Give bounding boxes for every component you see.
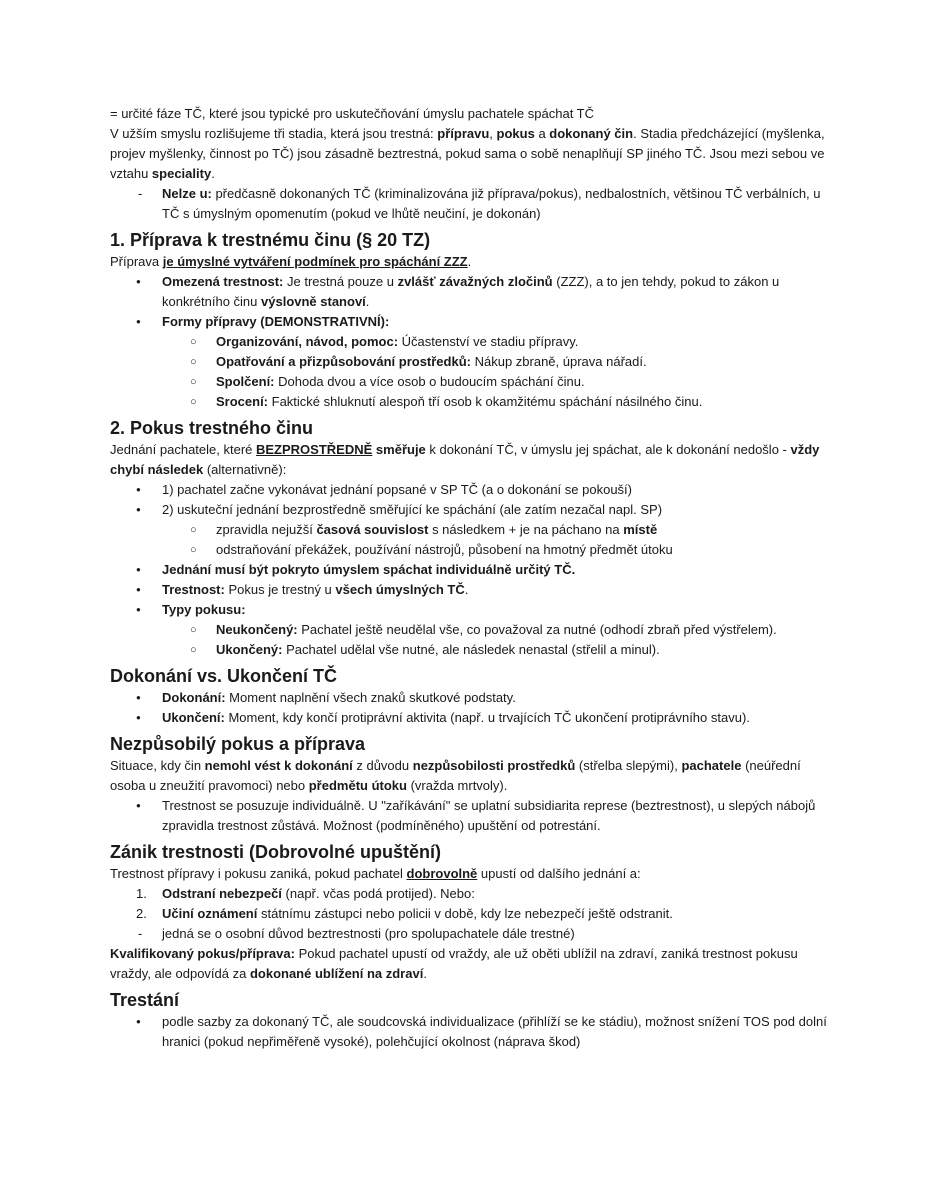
heading-pokus: 2. Pokus trestného činu xyxy=(110,418,314,438)
pokus-lead: Jednání pachatele, které BEZPROSTŘEDNĚ směřuje k dokonání TČ, v úmyslu jej spáchat, ale k dokonání nedošlo - vždy chybí následek (alternativně): xyxy=(110,442,820,477)
intro-line: = určité fáze TČ, které jsou typické pro uskutečňování úmyslu pachatele spáchat TČ xyxy=(110,106,595,121)
priprava-lead: Příprava je úmyslné vytváření podmínek pro spáchání ZZZ. xyxy=(110,254,472,269)
document-page xyxy=(110,104,830,1052)
list-item-odstrani: 1. Odstraní nebezpečí (např. včas podá protijed). Nebo: xyxy=(136,886,475,901)
list-item-neukonceny: ○ Neukončený: Pachatel ještě neudělal vše, co považoval za nutné (odhodí zbraň před výstřelem). xyxy=(110,620,830,640)
nezpusobily-paragraph: Situace, kdy čin nemohl vést k dokonání z důvodu nezpůsobilosti prostředků (střelba slepými), pachatele (neúřední osoba u zneužití pravomoci) nebo předmětu útoku (vražda mrtvoly). xyxy=(110,758,801,793)
list-item-formy: ● Formy přípravy (DEMONSTRATIVNÍ): xyxy=(110,312,830,332)
list-item-pokus-1: ● 1) pachatel začne vykonávat jednání popsané v SP TČ (a o dokonání se pokouší) xyxy=(110,480,830,500)
list-item-umysl: ● Jednání musí být pokryto úmyslem spáchat individuálně určitý TČ. xyxy=(110,560,830,580)
list-item-sazba: ● podle sazby za dokonaný TČ, ale soudcovská individualizace (přihlíží se ke stádiu), možnost snížení TOS pod dolní hranici (pokud nepřiměřeně vysoké), polehčující okolnost (náprava škod) xyxy=(110,1012,830,1052)
list-item-osobni-duvod: - jedná se o osobní důvod beztrestnosti (pro spolupachatele dále trestné) xyxy=(110,924,830,944)
list-item-casova-souvislost: ○ zpravidla nejužší časová souvislost s následkem + je na páchano na místě xyxy=(110,520,830,540)
heading-priprava: 1. Příprava k trestnému činu (§ 20 TZ) xyxy=(110,230,431,250)
heading-dokonani: Dokonání vs. Ukončení TČ xyxy=(110,666,338,686)
list-item-spolceni: ○ Spolčení: Dohoda dvou a více osob o budoucím spáchání činu. xyxy=(110,372,830,392)
zanik-lead: Trestnost přípravy i pokusu zaniká, pokud pachatel dobrovolně upustí od dalšího jednání a: xyxy=(110,866,641,881)
list-item-ukonceny: ○ Ukončený: Pachatel udělal vše nutné, ale následek nenastal (střelil a minul). xyxy=(110,640,830,660)
intro-paragraph: V užším smyslu rozlišujeme tři stadia, která jsou trestná: přípravu, pokus a dokonaný čin. Stadia předcházející (myšlenka, projev myšlenky, činnost po TČ) jsou zásadně beztrestná, pokud sama o sobě nenaplňují SP jiného TČ. Jsou mezi sebou ve vztahu speciality. xyxy=(110,126,825,181)
list-item-individualne: ● Trestnost se posuzuje individuálně. U "zaříkávání" se uplatní subsidiarita represe (beztrestnost), u slepých nábojů zpravidla trestnost zůstává. Možnost (podmíněného) upuštění od potrestání. xyxy=(110,796,830,836)
list-item-pokus-2: ● 2) uskuteční jednání bezprostředně směřující ke spáchání (ale zatím nezačal napl. SP) xyxy=(110,500,830,520)
list-item-odstranovani: ○ odstraňování překážek, používání nástrojů, působení na hmotný předmět útoku xyxy=(110,540,830,560)
heading-zanik: Zánik trestnosti (Dobrovolné upuštění) xyxy=(110,842,442,862)
list-item-dokonani: ● Dokonání: Moment naplnění všech znaků skutkové podstaty. xyxy=(110,688,830,708)
trestani-list xyxy=(110,1012,830,1052)
list-item-ukonceni: ● Ukončení: Moment, kdy končí protiprávní aktivita (např. u trvajících TČ ukončení protiprávního stavu). xyxy=(110,708,830,728)
kvalifikovany-paragraph: Kvalifikovaný pokus/příprava: Pokud pachatel upustí od vraždy, ale už oběti ublížil na zdraví, zaniká trestnost pokusu vraždy, ale odpovídá za dokonané ublížení na zdraví. xyxy=(110,946,798,981)
list-item-trestnost: ● Trestnost: Pokus je trestný u všech úmyslných TČ. xyxy=(110,580,830,600)
list-item-organizovani: ○ Organizování, návod, pomoc: Účastenství ve stadiu přípravy. xyxy=(110,332,830,352)
dokonani-list xyxy=(110,688,830,728)
list-item-omezena: ● Omezená trestnost: Je trestná pouze u zvlášť závažných zločinů (ZZZ), a to jen tehdy, pokud to zákon u konkrétního činu výslovně stanoví. xyxy=(110,272,830,312)
zanik-list xyxy=(110,884,830,944)
priprava-list xyxy=(110,272,830,412)
pokus-list xyxy=(110,480,830,660)
list-item-oznameni: 2. Učiní oznámení státnímu zástupci nebo policii v době, kdy lze nebezpečí ještě odstranit. xyxy=(136,906,673,921)
list-item-nelze: - Nelze u: předčasně dokonaných TČ (kriminalizována již příprava/pokus), nedbalostních, většinou TČ verbálních, u TČ s úmyslným opomenutím (pokud ve lhůtě neučiní, je dokonán) xyxy=(110,184,830,224)
heading-trestani: Trestání xyxy=(110,990,180,1010)
list-item-sroceni: ○ Srocení: Faktické shluknutí alespoň tří osob k okamžitému spáchání násilného činu. xyxy=(110,392,830,412)
intro-list xyxy=(110,184,830,224)
list-item-opatrovani: ○ Opatřování a přizpůsobování prostředků: Nákup zbraně, úprava nářadí. xyxy=(110,352,830,372)
nezpusobily-list xyxy=(110,796,830,836)
list-item-typy: ● Typy pokusu: xyxy=(110,600,830,620)
heading-nezpusobily: Nezpůsobilý pokus a příprava xyxy=(110,734,366,754)
